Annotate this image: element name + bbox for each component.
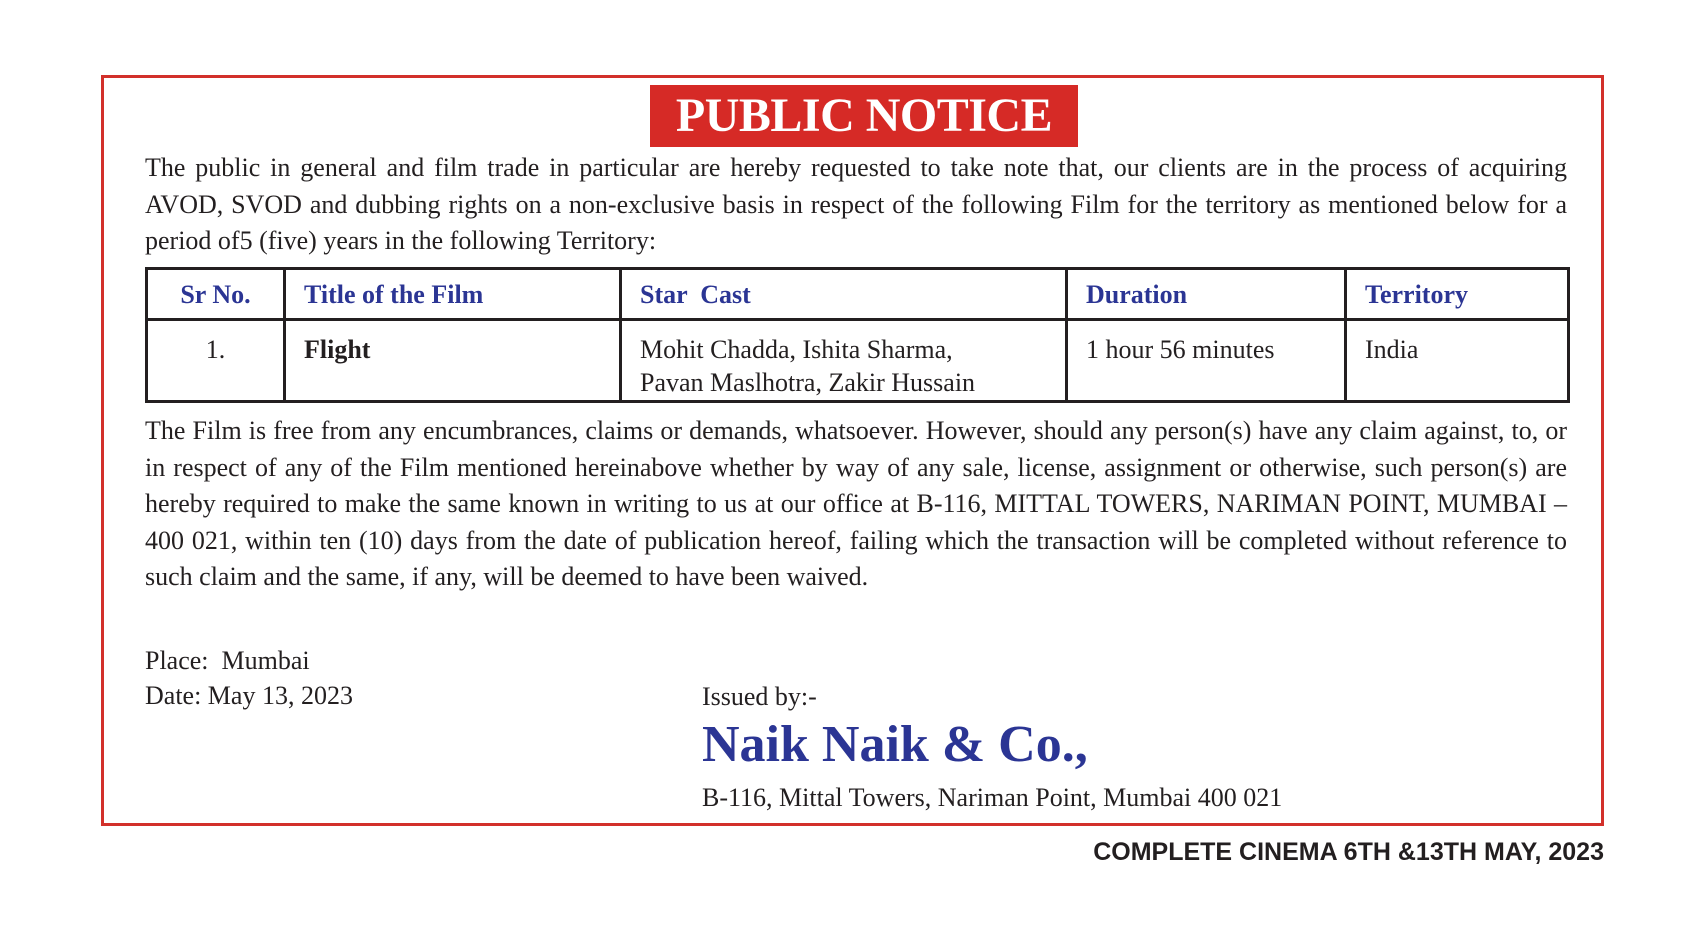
film-table bbox=[145, 267, 1570, 403]
header-film-title: Title of the Film bbox=[285, 269, 621, 320]
date-line: Date: May 13, 2023 bbox=[145, 681, 353, 710]
cell-territory: India bbox=[1346, 320, 1569, 402]
publication-footer: COMPLETE CINEMA 6TH &13TH MAY, 2023 bbox=[1093, 838, 1604, 866]
header-star-cast: Star Cast bbox=[621, 269, 1067, 320]
cell-star-cast bbox=[621, 320, 1067, 402]
cast-line-2: Pavan Maslhotra, Zakir Hussain bbox=[640, 368, 976, 397]
notice-heading: PUBLIC NOTICE bbox=[650, 85, 1078, 147]
firm-name: Naik Naik & Co., bbox=[702, 716, 1088, 773]
cell-duration: 1 hour 56 minutes bbox=[1067, 320, 1346, 402]
intro-paragraph: The public in general and film trade in particular are hereby requested to take note that, our clients are in the process of acquiring AVOD, SVOD and dubbing rights on a non-exclusive basis in respect of the following Film for the territory as mentioned below for a period of5 (five) years in the following Territory: bbox=[145, 153, 1567, 255]
firm-address: B-116, Mittal Towers, Nariman Point, Mumbai 400 021 bbox=[702, 783, 1283, 812]
header-territory: Territory bbox=[1346, 269, 1569, 320]
issued-by-label: Issued by:- bbox=[702, 682, 817, 711]
header-sr-no: Sr No. bbox=[147, 269, 285, 320]
place-line: Place: Mumbai bbox=[145, 646, 310, 675]
body-paragraph: The Film is free from any encumbrances, claims or demands, whatsoever. However, should any person(s) have any claim against, to, or in respect of any of the Film mentioned hereinabove whether by way of any sale, license, assignment or otherwise, such person(s) are hereby required to make the same known in writing to us at our office at B-116, MITTAL TOWERS, NARIMAN POINT, MUMBAI – 400 021, within ten (10) days from the date of publication hereof, failing which the transaction will be completed without reference to such claim and the same, if any, will be deemed to have been waived. bbox=[145, 416, 1567, 591]
table-row bbox=[147, 320, 1569, 402]
cell-sr-no: 1. bbox=[147, 320, 285, 402]
cell-film-title: Flight bbox=[285, 320, 621, 402]
table-header-row bbox=[147, 269, 1569, 320]
place-date bbox=[145, 643, 353, 713]
cast-line-1: Mohit Chadda, Ishita Sharma, bbox=[640, 335, 953, 364]
header-duration: Duration bbox=[1067, 269, 1346, 320]
